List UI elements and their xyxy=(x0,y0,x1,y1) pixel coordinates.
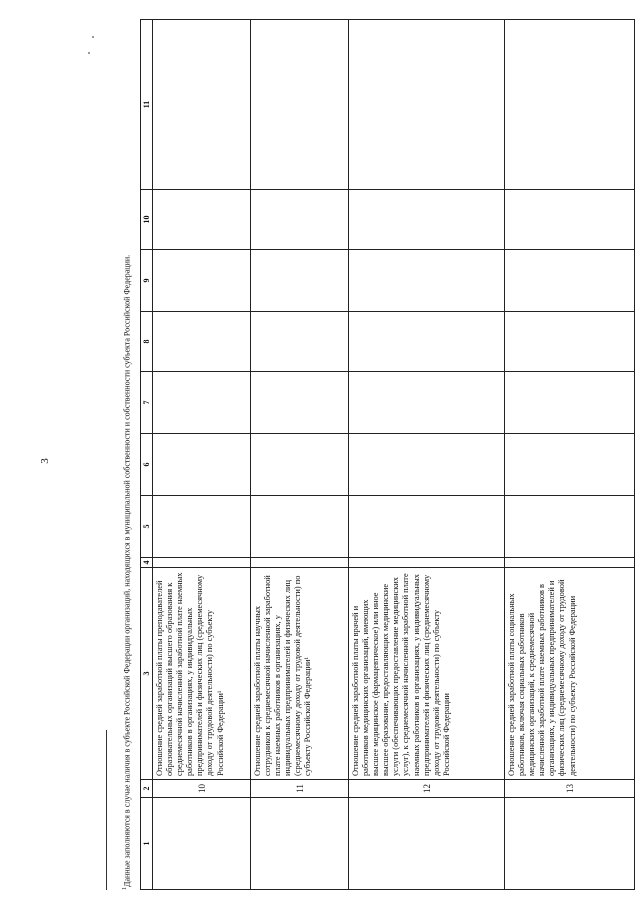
table-row xyxy=(505,20,635,890)
cell xyxy=(153,250,251,312)
cell xyxy=(505,434,635,496)
cell xyxy=(505,798,635,890)
cell xyxy=(251,372,349,434)
cell xyxy=(153,190,251,250)
cell xyxy=(349,372,505,434)
column-header: 10 xyxy=(141,190,153,250)
footnote xyxy=(120,20,133,890)
cell xyxy=(251,20,349,190)
cell xyxy=(153,798,251,890)
cell xyxy=(505,496,635,558)
cell xyxy=(153,20,251,190)
cell xyxy=(505,558,635,568)
table-row xyxy=(251,20,349,890)
cell xyxy=(251,250,349,312)
cell xyxy=(251,434,349,496)
cell xyxy=(505,250,635,312)
cell xyxy=(349,190,505,250)
cell xyxy=(153,558,251,568)
footnote-rule xyxy=(106,730,107,890)
cell xyxy=(505,20,635,190)
cell xyxy=(349,496,505,558)
page-number: 3 xyxy=(38,458,51,464)
cell xyxy=(349,312,505,372)
column-header: 5 xyxy=(141,496,153,558)
footnote-marker: 1 xyxy=(122,887,128,890)
cell xyxy=(505,372,635,434)
cell xyxy=(153,496,251,558)
cell xyxy=(349,250,505,312)
column-header: 9 xyxy=(141,250,153,312)
cell xyxy=(505,312,635,372)
cell xyxy=(505,190,635,250)
column-header: 4 xyxy=(141,558,153,568)
cell xyxy=(251,798,349,890)
row-number: 10 xyxy=(153,780,251,798)
column-header: 7 xyxy=(141,372,153,434)
cell xyxy=(349,20,505,190)
row-description: Отношение средней заработной платы преподавателей образовательных организаций высшего образования к среднемесячной начисленной заработной плате наемных работников в организациях, у индивидуальных предпринимателей и физических лиц (среднемесячному доходу от трудовой деятельности) по субъекту Российской Федерации¹ xyxy=(153,568,251,780)
header-row xyxy=(141,20,153,890)
cell xyxy=(251,496,349,558)
row-number: 11 xyxy=(251,780,349,798)
footnote-text: Данные заполняются в случае наличия в субъекте Российской Федерации организаций, находящихся в муниципальной собственности и собственности субъекта Российской Федерации. xyxy=(122,254,132,887)
cell xyxy=(349,558,505,568)
table-row xyxy=(153,20,251,890)
row-number: 13 xyxy=(505,780,635,798)
column-header: 8 xyxy=(141,312,153,372)
column-header: 3 xyxy=(141,568,153,780)
cell xyxy=(153,312,251,372)
column-header: 11 xyxy=(141,20,153,190)
column-header: 2 xyxy=(141,780,153,798)
rotated-page xyxy=(60,20,577,890)
cell xyxy=(349,434,505,496)
cell xyxy=(153,372,251,434)
cell xyxy=(251,312,349,372)
row-number: 12 xyxy=(349,780,505,798)
column-header: 1 xyxy=(141,798,153,890)
cell xyxy=(251,190,349,250)
cell xyxy=(153,434,251,496)
cell xyxy=(349,798,505,890)
row-description: Отношение средней заработной платы врачей и работников медицинских организаций, имеющих высшее медицинское (фармацевтическое) или иное высшее образование, предоставляющих медицинские услуги (обеспечивающих предоставление медицинских услуг), к среднемесячной начисленной заработной плате наемных работников в организациях, у индивидуальных предпринимателей и физических лиц (среднемесячному доходу от трудовой деятельности) по субъекту Российской Федерации xyxy=(349,568,505,780)
column-header: 6 xyxy=(141,434,153,496)
indicator-table xyxy=(140,19,635,890)
row-description: Отношение средней заработной платы социальных работников, включая социальных работников медицинских организаций, к среднемесячной начисленной заработной плате наемных работников в организациях, у индивидуальных предпринимателей и физических лиц (среднемесячному доходу от трудовой деятельности) по субъекту Российской Федерации xyxy=(505,568,635,780)
table-row xyxy=(349,20,505,890)
cell xyxy=(251,558,349,568)
row-description: Отношение средней заработной платы научных сотрудников к среднемесячной начисленной заработной плате наемных работников в организациях, у индивидуальных предпринимателей и физических лиц (среднемесячному доходу от трудовой деятельности) по субъекту Российской Федерации¹ xyxy=(251,568,349,780)
